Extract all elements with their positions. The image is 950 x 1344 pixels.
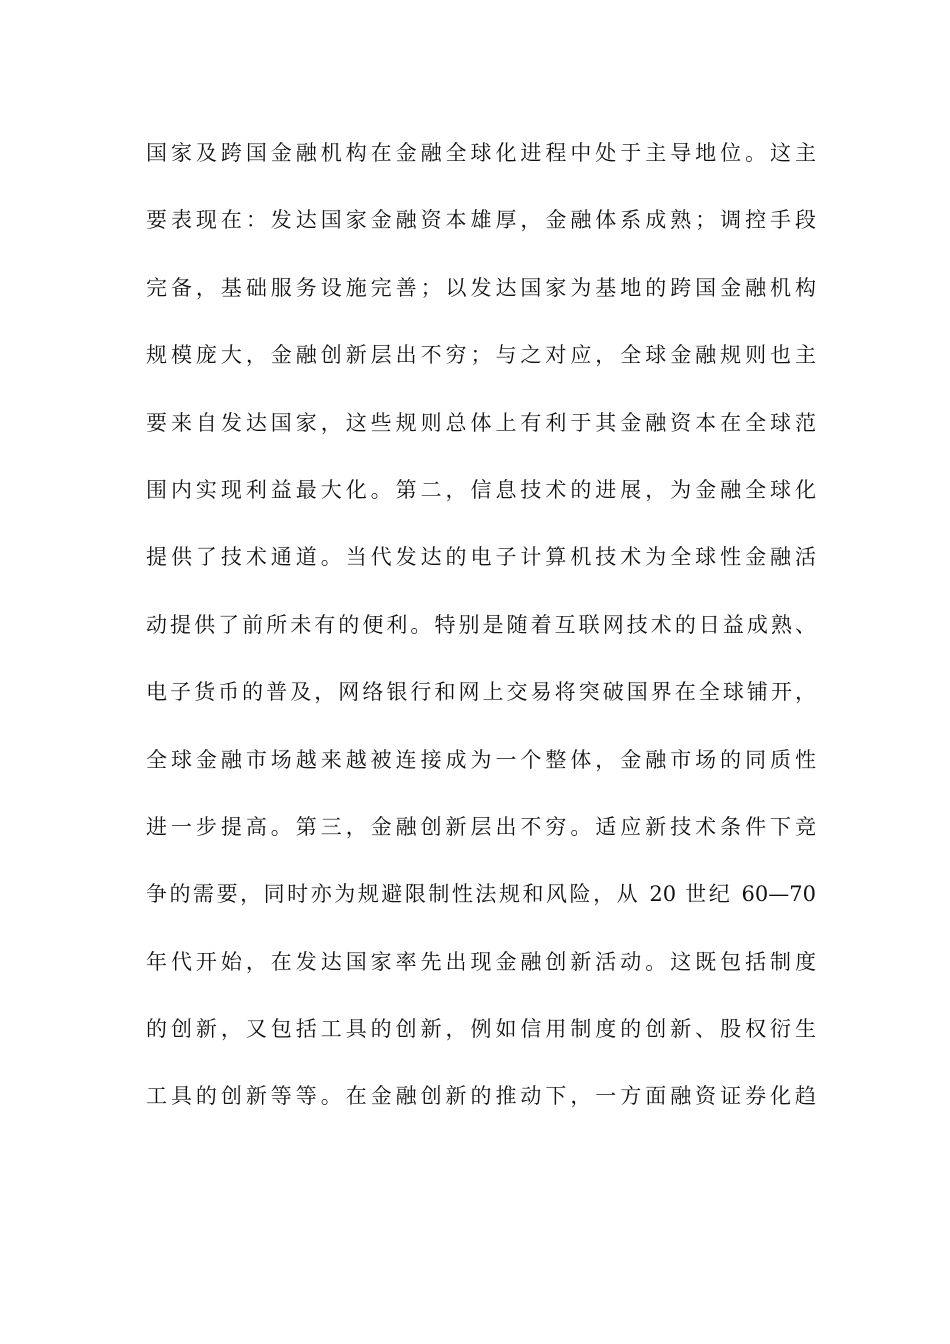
text-line: 工具的创新等等。在金融创新的推动下，一方面融资证券化趋 xyxy=(146,1084,816,1109)
text-line: 动提供了前所未有的便利。特别是随着互联网技术的日益成熟、 xyxy=(146,612,816,637)
text-line: 争的需要，同时亦为规避限制性法规和风险，从 20 世纪 60—70 xyxy=(146,882,816,907)
text-line: 年代开始，在发达国家率先出现金融创新活动。这既包括制度 xyxy=(146,949,816,974)
text-line: 规模庞大，金融创新层出不穷；与之对应，全球金融规则也主 xyxy=(146,343,816,368)
text-line: 全球金融市场越来越被连接成为一个整体，金融市场的同质性 xyxy=(146,747,816,772)
text-line: 的创新，又包括工具的创新，例如信用制度的创新、股权衍生 xyxy=(146,1017,816,1042)
text-line: 要来自发达国家，这些规则总体上有利于其金融资本在全球范 xyxy=(146,410,816,435)
text-line: 围内实现利益最大化。第二，信息技术的进展，为金融全球化 xyxy=(146,477,816,502)
text-line: 国家及跨国金融机构在金融全球化进程中处于主导地位。这主 xyxy=(146,141,816,165)
text-line: 要表现在：发达国家金融资本雄厚，金融体系成熟；调控手段 xyxy=(146,208,816,233)
body-text xyxy=(146,132,816,1143)
text-line: 完备，基础服务设施完善；以发达国家为基地的跨国金融机构 xyxy=(146,275,816,300)
text-line: 提供了技术通道。当代发达的电子计算机技术为全球性金融活 xyxy=(146,545,816,570)
text-line: 电子货币的普及，网络银行和网上交易将突破国界在全球铺开， xyxy=(146,680,816,705)
text-line: 进一步提高。第三，金融创新层出不穷。适应新技术条件下竞 xyxy=(146,814,816,839)
